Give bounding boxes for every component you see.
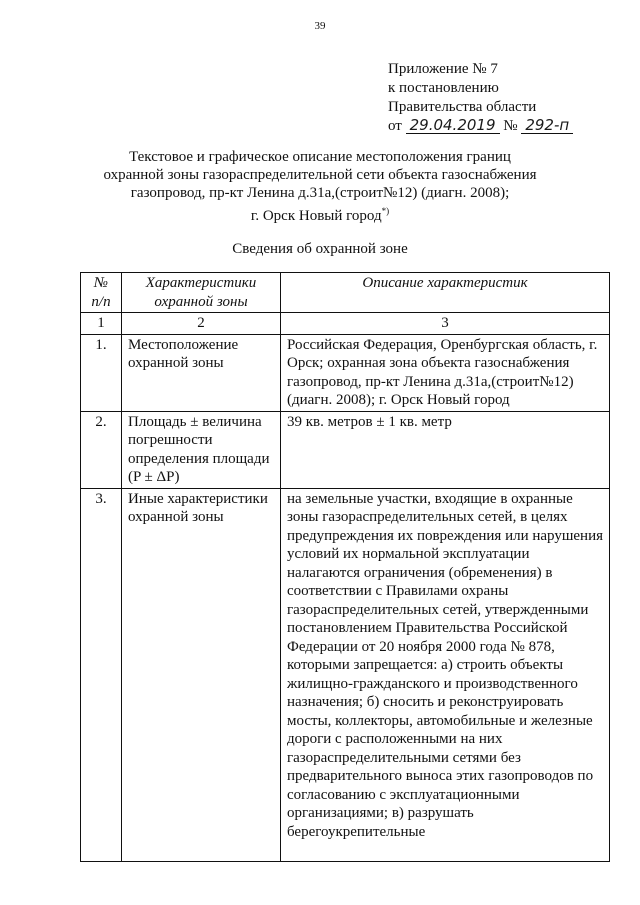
page-number: 39 — [314, 20, 326, 32]
index-cell-3: 3 — [281, 313, 610, 335]
section-subtitle: Сведения об охранной зоне — [232, 241, 408, 257]
row-characteristic: Площадь ± величина погрешности определения площади (P ± ΔP) — [122, 411, 281, 488]
row-characteristic: Иные характеристики охранной зоны — [122, 488, 281, 861]
title-line-4 — [0, 202, 640, 225]
table-index-row — [81, 313, 610, 335]
table-row — [81, 488, 610, 861]
row-description: 39 кв. метров ± 1 кв. метр — [281, 411, 610, 488]
appendix-block — [388, 60, 618, 136]
table-row — [81, 411, 610, 488]
footnote-mark: *) — [381, 206, 390, 216]
row-description: Российская Федерация, Оренбургская область, г. Орск; охранная зона объекта газоснабжения газопровод, пр-кт Ленина д.31а,(строит№12) (диагн. 2008); г. Орск Новый город — [281, 334, 610, 411]
appendix-line-2: к постановлению — [388, 80, 499, 96]
appendix-line-1: Приложение № 7 — [388, 61, 498, 77]
row-characteristic: Местоположение охранной зоны — [122, 334, 281, 411]
title-line-3: газопровод, пр-кт Ленина д.31а,(строит№12) (диагн. 2008); — [130, 185, 510, 201]
title-line-1: Текстовое и графическое описание местоположения границ — [129, 149, 511, 165]
appendix-line-3: Правительства области — [388, 99, 537, 115]
handwritten-date: 29.04.2019 — [406, 118, 500, 134]
table-row — [81, 334, 610, 411]
index-cell-1: 1 — [81, 313, 122, 335]
title-line-4-text: г. Орск Новый город — [250, 208, 382, 224]
index-cell-2: 2 — [122, 313, 281, 335]
number-label: № — [503, 118, 518, 134]
header-num: № п/п — [81, 273, 122, 313]
row-number: 1. — [81, 334, 122, 411]
row-description: на земельные участки, входящие в охранные зоны газораспределительных сетей, в целях предупреждения их повреждения или нарушения условий их нормальной эксплуатации налагаются ограничения (обременения) в соответствии с Правилами охраны газораспределительных сетей, утвержденными постановлением Правительства Российской Федерации от 20 ноября 2000 года № 878, которыми запрещается: а) строить объекты жилищно-гражданского и производственного назначения; б) сносить и реконструировать мосты, коллекторы, автомобильные и железные дороги с расположенными на них газораспределительными сетями без предварительного выноса этих газопроводов по согласованию с эксплуатационными организациями; в) разрушать берегоукрепительные — [281, 488, 610, 861]
appendix-line-4 — [388, 117, 618, 136]
title-line-2: охранной зоны газораспределительной сети объекта газоснабжения — [103, 167, 537, 183]
header-characteristic: Характеристики охранной зоны — [122, 273, 281, 313]
header-description: Описание характеристик — [281, 273, 610, 313]
row-number: 2. — [81, 411, 122, 488]
zone-table — [80, 272, 610, 862]
document-title — [0, 148, 640, 225]
from-label: от — [388, 118, 402, 134]
table-header-row — [81, 273, 610, 313]
handwritten-number: 292-п — [521, 118, 573, 134]
row-number: 3. — [81, 488, 122, 861]
